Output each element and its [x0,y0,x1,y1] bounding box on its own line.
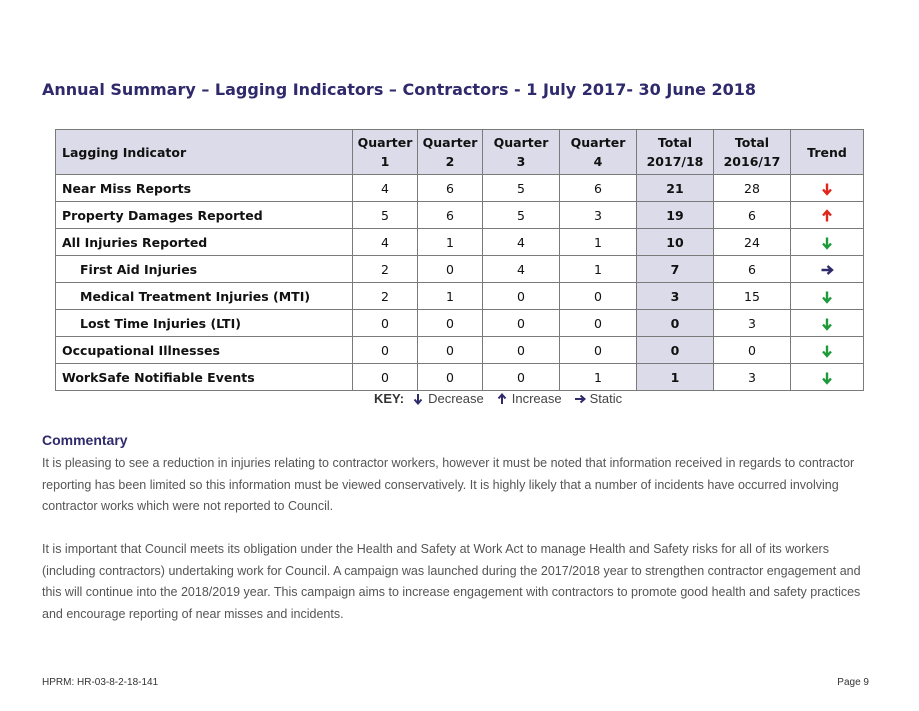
cell-total-2017-18: 21 [637,175,714,202]
cell-quarter-3: 0 [483,310,560,337]
header-quarter-1: Quarter 1 [353,130,418,175]
cell-total-2017-18: 1 [637,364,714,391]
row-label: First Aid Injuries [56,256,353,283]
cell-quarter-4: 6 [560,175,637,202]
cell-quarter-1: 0 [353,310,418,337]
arrow-down-icon [820,317,834,331]
row-label: Property Damages Reported [56,202,353,229]
cell-trend [791,175,864,202]
cell-trend [791,202,864,229]
cell-quarter-4: 3 [560,202,637,229]
header-quarter-4: Quarter 4 [560,130,637,175]
cell-total-2016-17: 15 [714,283,791,310]
table-row [56,229,864,256]
arrow-down-icon [820,236,834,250]
cell-quarter-3: 0 [483,364,560,391]
header-lagging-indicator: Lagging Indicator [56,130,353,175]
header-quarter-2: Quarter 2 [418,130,483,175]
cell-quarter-2: 6 [418,202,483,229]
cell-quarter-4: 0 [560,337,637,364]
cell-total-2017-18: 3 [637,283,714,310]
arrow-down-icon [820,290,834,304]
commentary-heading: Commentary [42,432,128,448]
cell-trend [791,283,864,310]
table-row [56,202,864,229]
cell-trend [791,256,864,283]
arrow-down-icon [820,182,834,196]
arrow-right-icon [574,393,586,405]
cell-total-2016-17: 24 [714,229,791,256]
page-number: Page 9 [837,677,869,688]
page-title: Annual Summary – Lagging Indicators – Contractors - 1 July 2017- 30 June 2018 [42,80,757,99]
cell-quarter-2: 6 [418,175,483,202]
cell-trend [791,364,864,391]
cell-quarter-3: 5 [483,175,560,202]
cell-quarter-3: 4 [483,256,560,283]
commentary-paragraph-2: It is important that Council meets its obligation under the Health and Safety at Work Act to manage Health and Safety risks for all of its workers (including contractors) undertaking work for Council. A campaign was launched during the 2017/2018 year to strengthen contractor engagement and this will continue into the 2018/2019 year. This campaign aims to increase engagement with contractors to promote good health and safety practices and encourage reporting of near misses and incidents. [42,542,861,621]
cell-quarter-2: 0 [418,256,483,283]
header-quarter-3: Quarter 3 [483,130,560,175]
row-label: Medical Treatment Injuries (MTI) [56,283,353,310]
table-row [56,364,864,391]
cell-quarter-1: 0 [353,364,418,391]
header-trend: Trend [791,130,864,175]
row-label: All Injuries Reported [56,229,353,256]
arrow-down-icon [412,393,424,405]
arrow-down-icon [820,371,834,385]
cell-total-2017-18: 10 [637,229,714,256]
cell-total-2017-18: 7 [637,256,714,283]
cell-quarter-3: 4 [483,229,560,256]
key-increase-label: Increase [511,391,562,406]
arrow-up-icon [496,393,508,405]
commentary-paragraph-1: It is pleasing to see a reduction in injuries relating to contractor workers, however it must be noted that information received in regards to contractor reporting has been limited so this information must be viewed conservatively. It is highly likely that a number of incidents have occurred involving contractor works which were not reported to Council. [42,456,855,513]
cell-quarter-4: 0 [560,283,637,310]
cell-trend [791,229,864,256]
header-total-2017-18: Total 2017/18 [637,130,714,175]
cell-total-2016-17: 6 [714,202,791,229]
document-reference: HPRM: HR-03-8-2-18-141 [42,677,159,688]
cell-total-2017-18: 0 [637,310,714,337]
table-header-row [56,130,864,175]
cell-quarter-4: 1 [560,229,637,256]
row-label: Near Miss Reports [56,175,353,202]
cell-quarter-2: 0 [418,364,483,391]
trend-key [374,391,630,406]
key-label: KEY: [374,391,405,406]
cell-total-2016-17: 3 [714,364,791,391]
table-row [56,256,864,283]
cell-total-2016-17: 6 [714,256,791,283]
row-label: Lost Time Injuries (LTI) [56,310,353,337]
arrow-down-icon [820,344,834,358]
cell-quarter-2: 0 [418,310,483,337]
table-row [56,175,864,202]
cell-quarter-1: 2 [353,256,418,283]
cell-quarter-4: 0 [560,310,637,337]
header-total-2016-17: Total 2016/17 [714,130,791,175]
cell-trend [791,310,864,337]
key-decrease-label: Decrease [428,391,484,406]
arrow-up-icon [820,209,834,223]
cell-quarter-3: 0 [483,337,560,364]
table-row [56,337,864,364]
row-label: Occupational Illnesses [56,337,353,364]
table-row [56,283,864,310]
cell-quarter-2: 1 [418,283,483,310]
cell-quarter-3: 5 [483,202,560,229]
cell-quarter-4: 1 [560,364,637,391]
cell-trend [791,337,864,364]
cell-total-2017-18: 19 [637,202,714,229]
row-label: WorkSafe Notifiable Events [56,364,353,391]
cell-quarter-1: 5 [353,202,418,229]
cell-quarter-1: 4 [353,175,418,202]
cell-quarter-1: 0 [353,337,418,364]
table-row [56,310,864,337]
cell-quarter-4: 1 [560,256,637,283]
cell-quarter-3: 0 [483,283,560,310]
arrow-right-icon [820,263,834,277]
cell-quarter-1: 4 [353,229,418,256]
cell-quarter-2: 1 [418,229,483,256]
cell-total-2016-17: 0 [714,337,791,364]
cell-total-2016-17: 3 [714,310,791,337]
cell-quarter-2: 0 [418,337,483,364]
key-static-label: Static [589,391,623,406]
lagging-indicators-table [55,129,864,391]
cell-quarter-1: 2 [353,283,418,310]
cell-total-2017-18: 0 [637,337,714,364]
cell-total-2016-17: 28 [714,175,791,202]
